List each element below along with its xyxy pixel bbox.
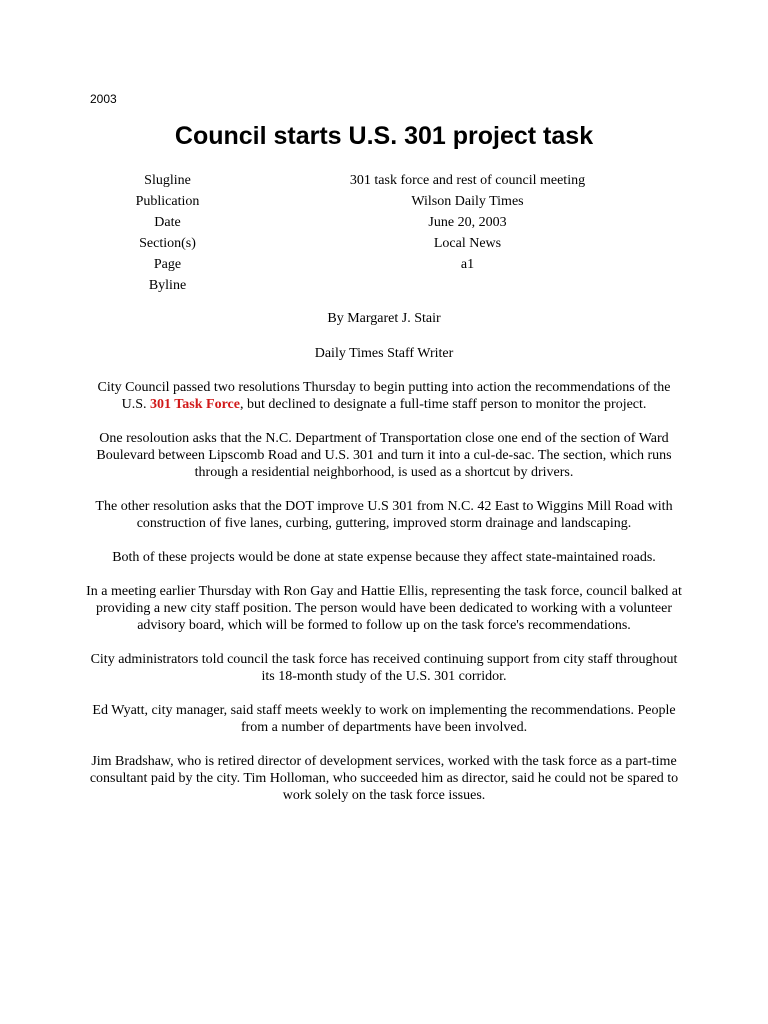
article-staff-line: Daily Times Staff Writer — [314, 346, 454, 361]
metadata-value — [245, 275, 690, 296]
metadata-key: Byline — [148, 278, 187, 293]
metadata-row-sections — [90, 233, 690, 254]
article-body — [85, 310, 683, 821]
metadata-key: Publication — [135, 194, 200, 209]
metadata-value: a1 — [460, 257, 475, 272]
metadata-key: Slugline — [144, 173, 191, 188]
metadata-key: Section(s) — [139, 236, 196, 251]
metadata-value: June 20, 2003 — [428, 215, 507, 230]
article-paragraph-8: Jim Bradshaw, who is retired director of development services, worked with the task force as a part-time consultant paid by the city. Tim Holloman, who succeeded him as director, said he could not be spared to work solely on the task force issues. — [89, 754, 679, 803]
metadata-row-page — [90, 254, 690, 275]
metadata-key: Date — [154, 215, 181, 230]
article-headline: Council starts U.S. 301 project task — [174, 122, 594, 150]
metadata-row-slugline — [90, 170, 690, 191]
metadata-value: Wilson Daily Times — [411, 194, 524, 209]
paragraph-text: , but declined to designate a full-time staff person to monitor the project. — [239, 397, 647, 412]
article-paragraph-2: One resoloution asks that the N.C. Department of Transportation close one end of the section of Ward Boulevard between Lipscomb Road and U.S. 301 and turn it into a cul-de-sac. The section, which runs through a residential neighborhood, is used as a shortcut by drivers. — [96, 431, 672, 480]
metadata-row-date — [90, 212, 690, 233]
article-paragraph-3: The other resolution asks that the DOT improve U.S 301 from N.C. 42 East to Wiggins Mill Road with construction of five lanes, curbing, guttering, improved storm drainage and landscaping. — [95, 499, 673, 531]
paragraph-text: City Council passed two resolutions Thursday to begin putting into action the recommendations of the U.S. — [97, 380, 671, 412]
metadata-value: Local News — [433, 236, 502, 251]
metadata-row-byline — [90, 275, 690, 296]
metadata-row-publication — [90, 191, 690, 212]
article-paragraph-1 — [85, 379, 683, 413]
article-byline: By Margaret J. Stair — [327, 311, 441, 326]
metadata-value: 301 task force and rest of council meeting — [349, 173, 586, 188]
article-paragraph-7: Ed Wyatt, city manager, said staff meets weekly to work on implementing the recommendations. People from a number of departments have been involved. — [92, 703, 676, 735]
metadata-key: Page — [153, 257, 182, 272]
article-paragraph-6: City administrators told council the task force has received continuing support from city staff throughout its 18-month study of the U.S. 301 corridor. — [90, 652, 678, 684]
article-paragraph-5: In a meeting earlier Thursday with Ron Gay and Hattie Ellis, representing the task force, council balked at providing a new city staff position. The person would have been dedicated to working with a volunteer advisory board, which will be formed to follow up on the task force's recommendations. — [86, 584, 682, 633]
task-force-link[interactable]: 301 Task Force — [150, 397, 240, 412]
metadata-table — [90, 170, 690, 296]
year-label: 2003 — [90, 92, 117, 106]
article-paragraph-4: Both of these projects would be done at state expense because they affect state-maintained roads. — [112, 550, 656, 565]
